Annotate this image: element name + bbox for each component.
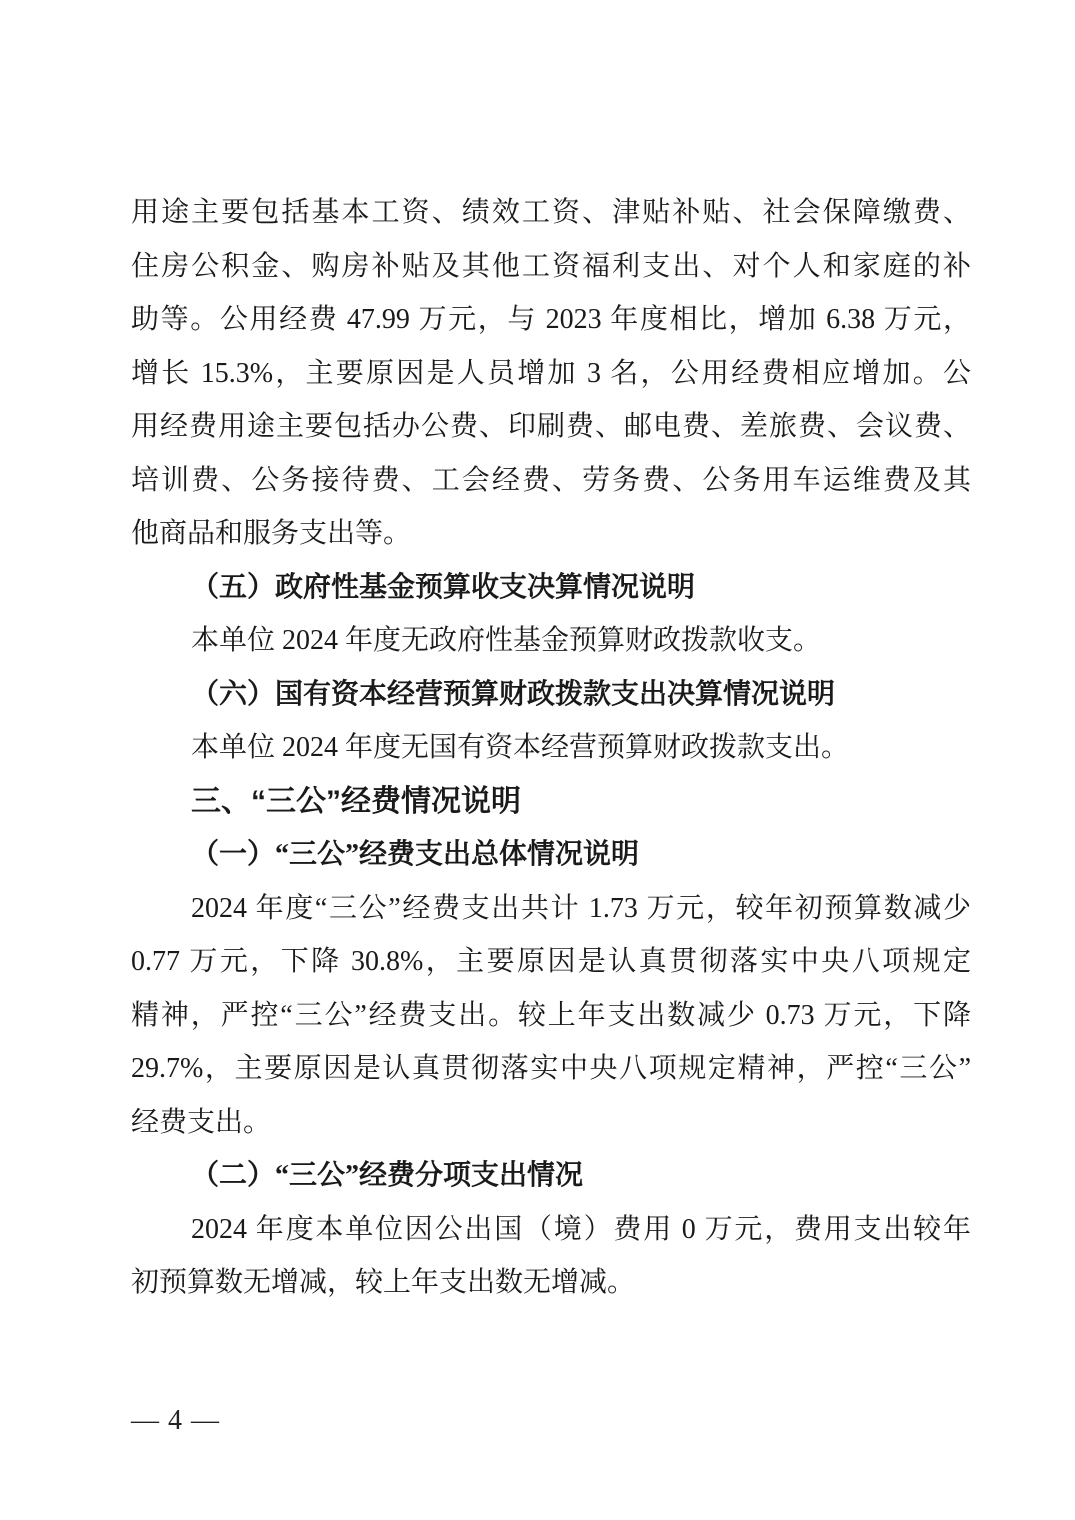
body-line-14: 经费支出。 (131, 1106, 272, 1138)
body-line-5: 用经费用途主要包括办公费、印刷费、邮电费、差旅费、会议费、 (131, 411, 971, 442)
heading-subsection-one: （一）“三公”经费支出总体情况说明 (191, 839, 640, 870)
heading-subsection-two: （二）“三公”经费分项支出情况 (191, 1160, 584, 1191)
body-line-10: 2024 年度“三公”经费支出共计 1.73 万元，较年初预算数减少 (191, 892, 971, 924)
body-line-2: 住房公积金、购房补贴及其他工资福利支出、对个人和家庭的补 (131, 250, 971, 282)
body-line-4: 增长 15.3%，主要原因是人员增加 3 名，公用经费相应增加。公 (131, 357, 971, 389)
body-line-3: 助等。公用经费 47.99 万元，与 2023 年度相比，增加 6.38 万元， (131, 304, 971, 335)
body-line-13: 29.7%，主要原因是认真贯彻落实中央八项规定精神，严控“三公” (131, 1053, 971, 1084)
body-line-16: 初预算数无增减，较上年支出数无增减。 (131, 1267, 636, 1298)
heading-section-five: （五）政府性基金预算收支决算情况说明 (191, 571, 696, 603)
body-line-9: 本单位 2024 年度无国有资本经营预算财政拨款支出。 (191, 732, 850, 763)
heading-section-six: （六）国有资本经营预算财政拨款支出决算情况说明 (191, 678, 836, 710)
body-line-7: 他商品和服务支出等。 (131, 518, 412, 549)
body-line-12: 精神，严控“三公”经费支出。较上年支出数减少 0.73 万元，下降 (131, 999, 971, 1031)
heading-chapter-three: 三、“三公”经费情况说明 (191, 784, 521, 818)
document-body (131, 186, 971, 1310)
body-line-6: 培训费、公务接待费、工会经费、劳务费、公务用车运维费及其 (131, 464, 971, 496)
body-line-1: 用途主要包括基本工资、绩效工资、津贴补贴、社会保障缴费、 (131, 197, 971, 228)
body-line-15: 2024 年度本单位因公出国（境）费用 0 万元，费用支出较年 (191, 1213, 971, 1245)
page-number: — 4 — (131, 1405, 220, 1436)
body-line-11: 0.77 万元，下降 30.8%，主要原因是认真贯彻落实中央八项规定 (131, 946, 971, 977)
body-line-8: 本单位 2024 年度无政府性基金预算财政拨款收支。 (191, 625, 822, 656)
